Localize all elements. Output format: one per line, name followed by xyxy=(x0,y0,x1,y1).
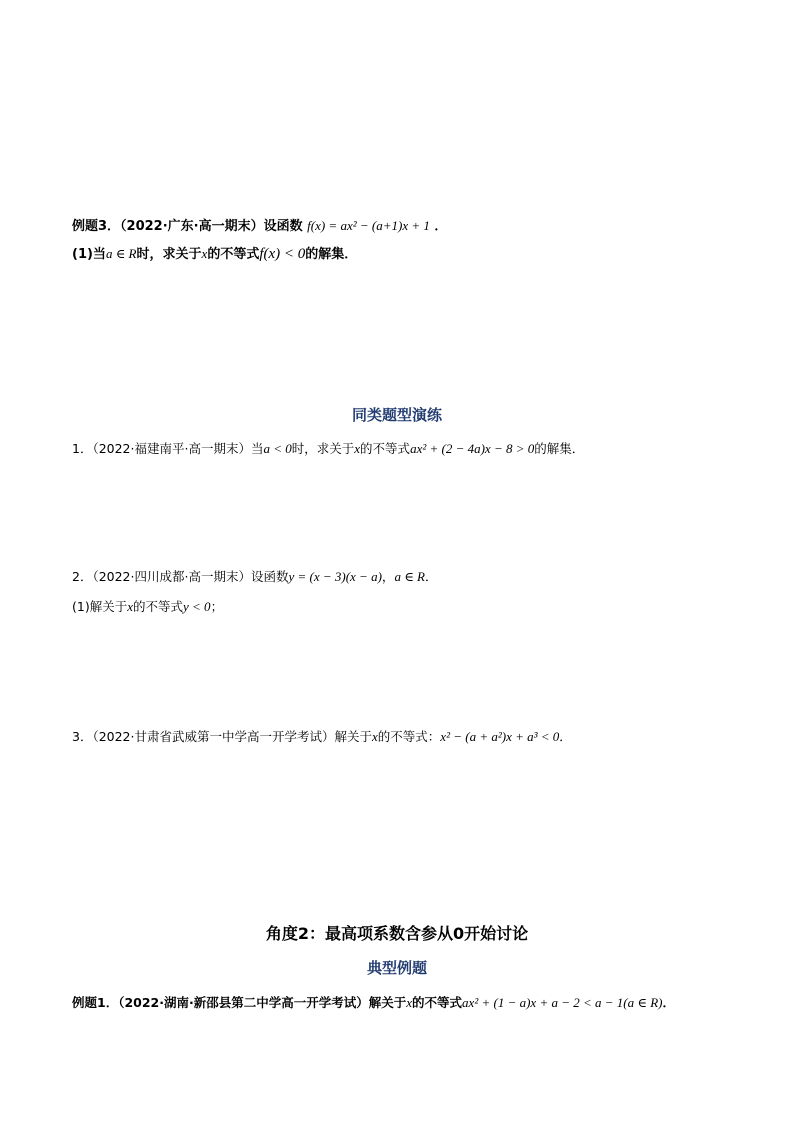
q3-mid: 的不等式： xyxy=(377,729,441,744)
q2-condition: a ∈ R xyxy=(394,569,426,584)
q1-mid: 时，求关于 xyxy=(291,441,355,456)
example3-part1-prefix: (1)当 xyxy=(72,247,106,262)
q1-inequality: ax² + (2 − 4a)x − 8 > 0 xyxy=(410,441,535,456)
example3-part1 xyxy=(72,244,722,265)
q2-function: y = (x − 3)(x − a) xyxy=(288,569,382,584)
practice-question-2-part1 xyxy=(72,597,722,617)
q2-prefix: 2．（2022·四川成都·高一期末）设函数 xyxy=(72,569,289,584)
q1-end: 的解集． xyxy=(534,441,585,456)
angle2-example1 xyxy=(72,993,722,1013)
angle2-example1-label: 例题1．（2022·湖南·新邵县第二中学高一开学考试）解关于 xyxy=(72,995,407,1010)
example3-part1-mid2: 的不等式 xyxy=(207,247,260,262)
practice-question-2 xyxy=(72,567,722,587)
angle2-title: 角度2：最高项系数含参从0开始讨论 xyxy=(265,924,529,943)
q3-inequality: x² − (a + a²)x + a³ < 0 xyxy=(440,729,560,744)
q1-condition: a < 0 xyxy=(263,441,292,456)
example3-end: ． xyxy=(434,219,448,234)
q2-part1-var: x xyxy=(127,599,133,614)
example3-part1-end: 的解集． xyxy=(305,247,358,262)
q3-var: x xyxy=(372,729,378,744)
angle2-example1-end: ． xyxy=(662,995,676,1010)
q2-part1-mid: 的不等式 xyxy=(133,599,184,614)
example3-function: f(x) = ax² − (a+1)x + 1 xyxy=(307,218,430,233)
example3-part1-mid: 时，求关于 xyxy=(136,247,202,262)
example3-part1-var: x xyxy=(201,246,208,261)
example3-part1-condition: a ∈ R xyxy=(105,246,137,261)
q3-prefix: 3．（2022·甘肃省武威第一中学高一开学考试）解关于 xyxy=(72,729,372,744)
q1-mid2: 的不等式 xyxy=(360,441,411,456)
angle2-example1-inequality: ax² + (1 − a)x + a − 2 < a − 1(a ∈ R) xyxy=(462,995,663,1010)
angle2-example1-mid: 的不等式 xyxy=(412,995,463,1010)
q2-part1-prefix: (1)解关于 xyxy=(72,599,128,614)
angle2-subtitle: 典型例题 xyxy=(366,959,427,977)
example3-part1-inequality: f(x) < 0 xyxy=(259,246,306,262)
practice-question-1 xyxy=(72,439,722,459)
practice-section-title: 同类题型演练 xyxy=(351,406,442,424)
q2-end: ． xyxy=(425,569,438,584)
q1-prefix: 1．（2022·福建南平·高一期末）当 xyxy=(72,441,264,456)
q2-part1-end: ； xyxy=(210,599,224,614)
q2-part1-inequality: y < 0 xyxy=(183,599,211,614)
q3-end: ． xyxy=(559,729,572,744)
q2-sep: ， xyxy=(381,569,395,584)
example3-label: 例题3．（2022·广东·高一期末）设函数 xyxy=(72,219,303,234)
angle2-example1-var: x xyxy=(406,995,413,1010)
example3-statement xyxy=(72,216,722,237)
q1-var: x xyxy=(354,441,361,456)
practice-question-3 xyxy=(72,727,722,747)
